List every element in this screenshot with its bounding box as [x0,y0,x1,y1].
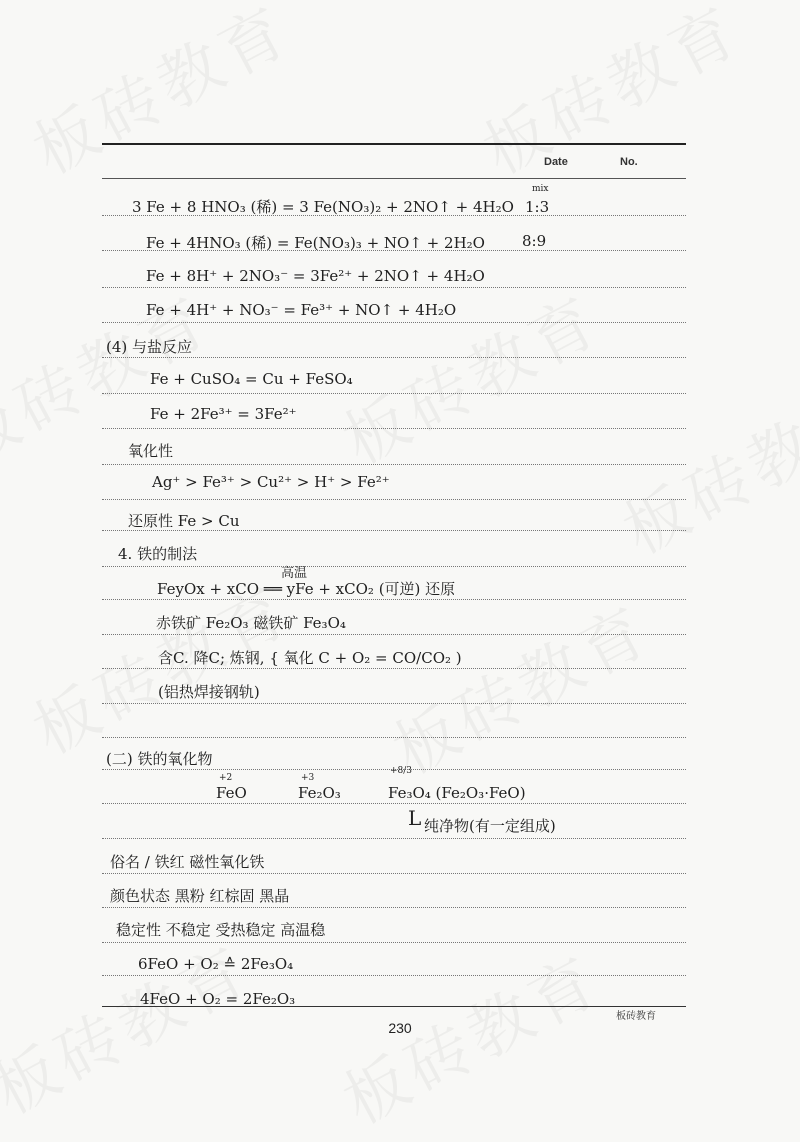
ruled-line [102,499,686,500]
bracket-mark: L [408,806,422,830]
text-line: 含C. 降C; 炼钢, { 氧化 C + O₂ = CO/CO₂ ) [158,649,462,667]
ruled-line [102,942,686,943]
ruled-line [102,737,686,738]
ruled-line [102,464,686,465]
watermark [605,360,800,573]
ruled-line [102,178,686,179]
oxidation-state: +3 [301,773,315,783]
formula-fe2o3: Fe₂O₃ [298,784,341,802]
watermark [15,0,305,192]
section-heading: (4) 与盐反应 [106,338,193,356]
ruled-line [102,975,686,976]
equation-line: Fe + CuSO₄ = Cu + FeSO₄ [150,370,353,388]
text-line: 还原性 Fe > Cu [128,512,240,530]
equation-line: Ag⁺ > Fe³⁺ > Cu²⁺ > H⁺ > Fe²⁺ [152,473,390,491]
watermark [375,580,665,793]
ruled-line [102,803,686,804]
watermark [465,0,755,192]
ruled-line [102,907,686,908]
ratio-annotation: 8:9 [522,232,547,250]
ruled-line [102,357,686,358]
text-line: (铝热焊接钢轨) [158,683,260,701]
equation-line: 3 Fe + 8 HNO₃ (稀) = 3 Fe(NO₃)₂ + 2NO↑ + 4H₂O [132,198,514,216]
table-row: 稳定性 不稳定 受热稳定 高温稳 [116,921,326,939]
equation-line: Fe + 4H⁺ + NO₃⁻ = Fe³⁺ + NO↑ + 4H₂O [146,301,457,319]
ruled-line [102,287,686,288]
oxidation-state: +2 [219,773,233,783]
ruled-line [102,566,686,567]
ruled-line [102,634,686,635]
equation-line: Fe + 8H⁺ + 2NO₃⁻ = 3Fe²⁺ + 2NO↑ + 4H₂O [146,267,485,285]
equation-line: FeyOx + xCO ══ yFe + xCO₂ (可逆) 还原 [157,580,456,598]
brand-label: 板砖教育 [616,1011,656,1022]
no-label: No. [620,156,638,168]
ruled-line [102,838,686,839]
equation-line: Fe + 2Fe³⁺ = 3Fe²⁺ [150,405,297,423]
header-rule [102,143,686,145]
date-label: Date [544,156,568,168]
ruled-line [102,322,686,323]
formula-fe3o4: Fe₃O₄ (Fe₂O₃·FeO) [388,784,526,802]
high-temp-annotation: 高温 [281,566,308,581]
section-heading: 4. 铁的制法 [118,545,198,563]
formula-feo: FeO [216,784,247,802]
equation-line: 4FeO + O₂ = 2Fe₂O₃ [140,990,296,1008]
section-heading: (二) 铁的氧化物 [106,750,213,768]
ruled-line [102,393,686,394]
ruled-line [102,668,686,669]
ruled-line [102,428,686,429]
ratio-annotation: 1:3 [525,198,550,216]
text-line: 氧化性 [128,442,174,460]
equation-line: Fe + 4HNO₃ (稀) = Fe(NO₃)₃ + NO↑ + 2H₂O [146,234,485,252]
oxidation-state: +8/3 [390,766,413,776]
table-row: 俗名 / 铁红 磁性氧化铁 [110,853,265,871]
table-row: 颜色状态 黑粉 红棕固 黑晶 [110,887,290,905]
text-line: 纯净物(有一定组成) [424,817,556,835]
mix-annotation: mix [532,184,549,194]
text-line: 赤铁矿 Fe₂O₃ 磁铁矿 Fe₃O₄ [156,614,346,632]
ruled-line [102,873,686,874]
ruled-line [102,703,686,704]
page-number: 230 [388,1020,412,1036]
ruled-line [102,599,686,600]
equation-line: 6FeO + O₂ ≙ 2Fe₃O₄ [138,955,294,973]
